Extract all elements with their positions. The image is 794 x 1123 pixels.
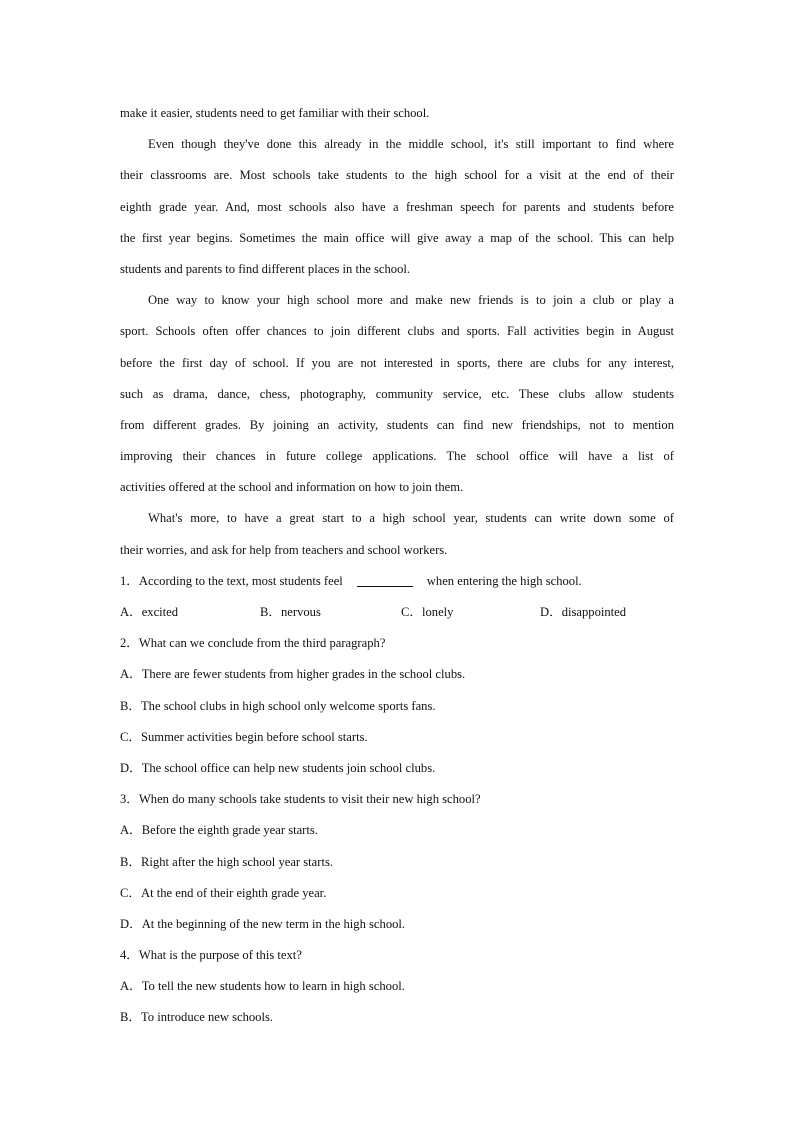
passage-line: the first year begins. Sometimes the main office will give away a map of the school. This can help (120, 230, 674, 245)
answer-blank[interactable] (357, 572, 413, 587)
option-b[interactable]: B．The school clubs in high school only welcome sports fans. (120, 698, 436, 713)
passage-line: their classrooms are. Most schools take students to the high school for a visit at the end of their (120, 168, 674, 183)
passage-line: such as drama, dance, chess, photography, community service, etc. These clubs allow students (120, 386, 674, 401)
passage-line: sport. Schools often offer chances to join different clubs and sports. Fall activities begin in August (120, 324, 674, 339)
option-b[interactable]: B．Right after the high school year starts. (120, 854, 333, 869)
passage-line: their worries, and ask for help from teachers and school workers. (120, 542, 448, 557)
option-a[interactable]: A．excited (120, 605, 179, 619)
passage-line: Even though they've done this already in the middle school, it's still important to find where (148, 137, 674, 152)
option-d[interactable]: D．The school office can help new students join school clubs. (120, 760, 436, 775)
option-c[interactable]: C．lonely (401, 605, 454, 619)
question-2-stem: 2．What can we conclude from the third paragraph? (120, 636, 386, 651)
passage-line: One way to know your high school more and make new friends is to join a club or play a (148, 293, 674, 308)
passage-line: eighth grade year. And, most schools also have a freshman speech for parents and students before (120, 199, 674, 214)
option-c[interactable]: C．At the end of their eighth grade year. (120, 885, 327, 900)
question-1-stem-after: when entering the high school. (426, 573, 582, 588)
option-a[interactable]: A．Before the eighth grade year starts. (120, 823, 318, 838)
exam-page (120, 98, 674, 1034)
option-b[interactable]: B．nervous (260, 605, 321, 619)
passage-line: improving their chances in future college applications. The school office will have a list of (120, 449, 674, 464)
option-a[interactable]: A．There are fewer students from higher grades in the school clubs. (120, 667, 466, 682)
option-d[interactable]: D．At the beginning of the new term in the high school. (120, 916, 406, 931)
passage-line: students and parents to find different places in the school. (120, 261, 411, 276)
option-d[interactable]: D．disappointed (540, 605, 627, 619)
question-1-options (120, 597, 674, 628)
passage-line: before the first day of school. If you are not interested in sports, there are clubs for any interest, (120, 355, 674, 370)
passage-line: make it easier, students need to get familiar with their school. (120, 106, 430, 120)
question-4-stem: 4．What is the purpose of this text? (120, 948, 302, 963)
option-a[interactable]: A．To tell the new students how to learn in high school. (120, 979, 405, 994)
question-1-stem (120, 566, 674, 597)
question-3-stem: 3．When do many schools take students to visit their new high school? (120, 792, 481, 807)
passage-line: activities offered at the school and information on how to join them. (120, 480, 464, 495)
question-1-stem-before: 1．According to the text, most students feel (120, 573, 343, 588)
option-b[interactable]: B．To introduce new schools. (120, 1010, 274, 1025)
passage-line: from different grades. By joining an activity, students can find new friendships, not to mention (120, 417, 674, 432)
passage-line: What's more, to have a great start to a high school year, students can write down some of (148, 511, 674, 526)
option-c[interactable]: C．Summer activities begin before school starts. (120, 729, 368, 744)
